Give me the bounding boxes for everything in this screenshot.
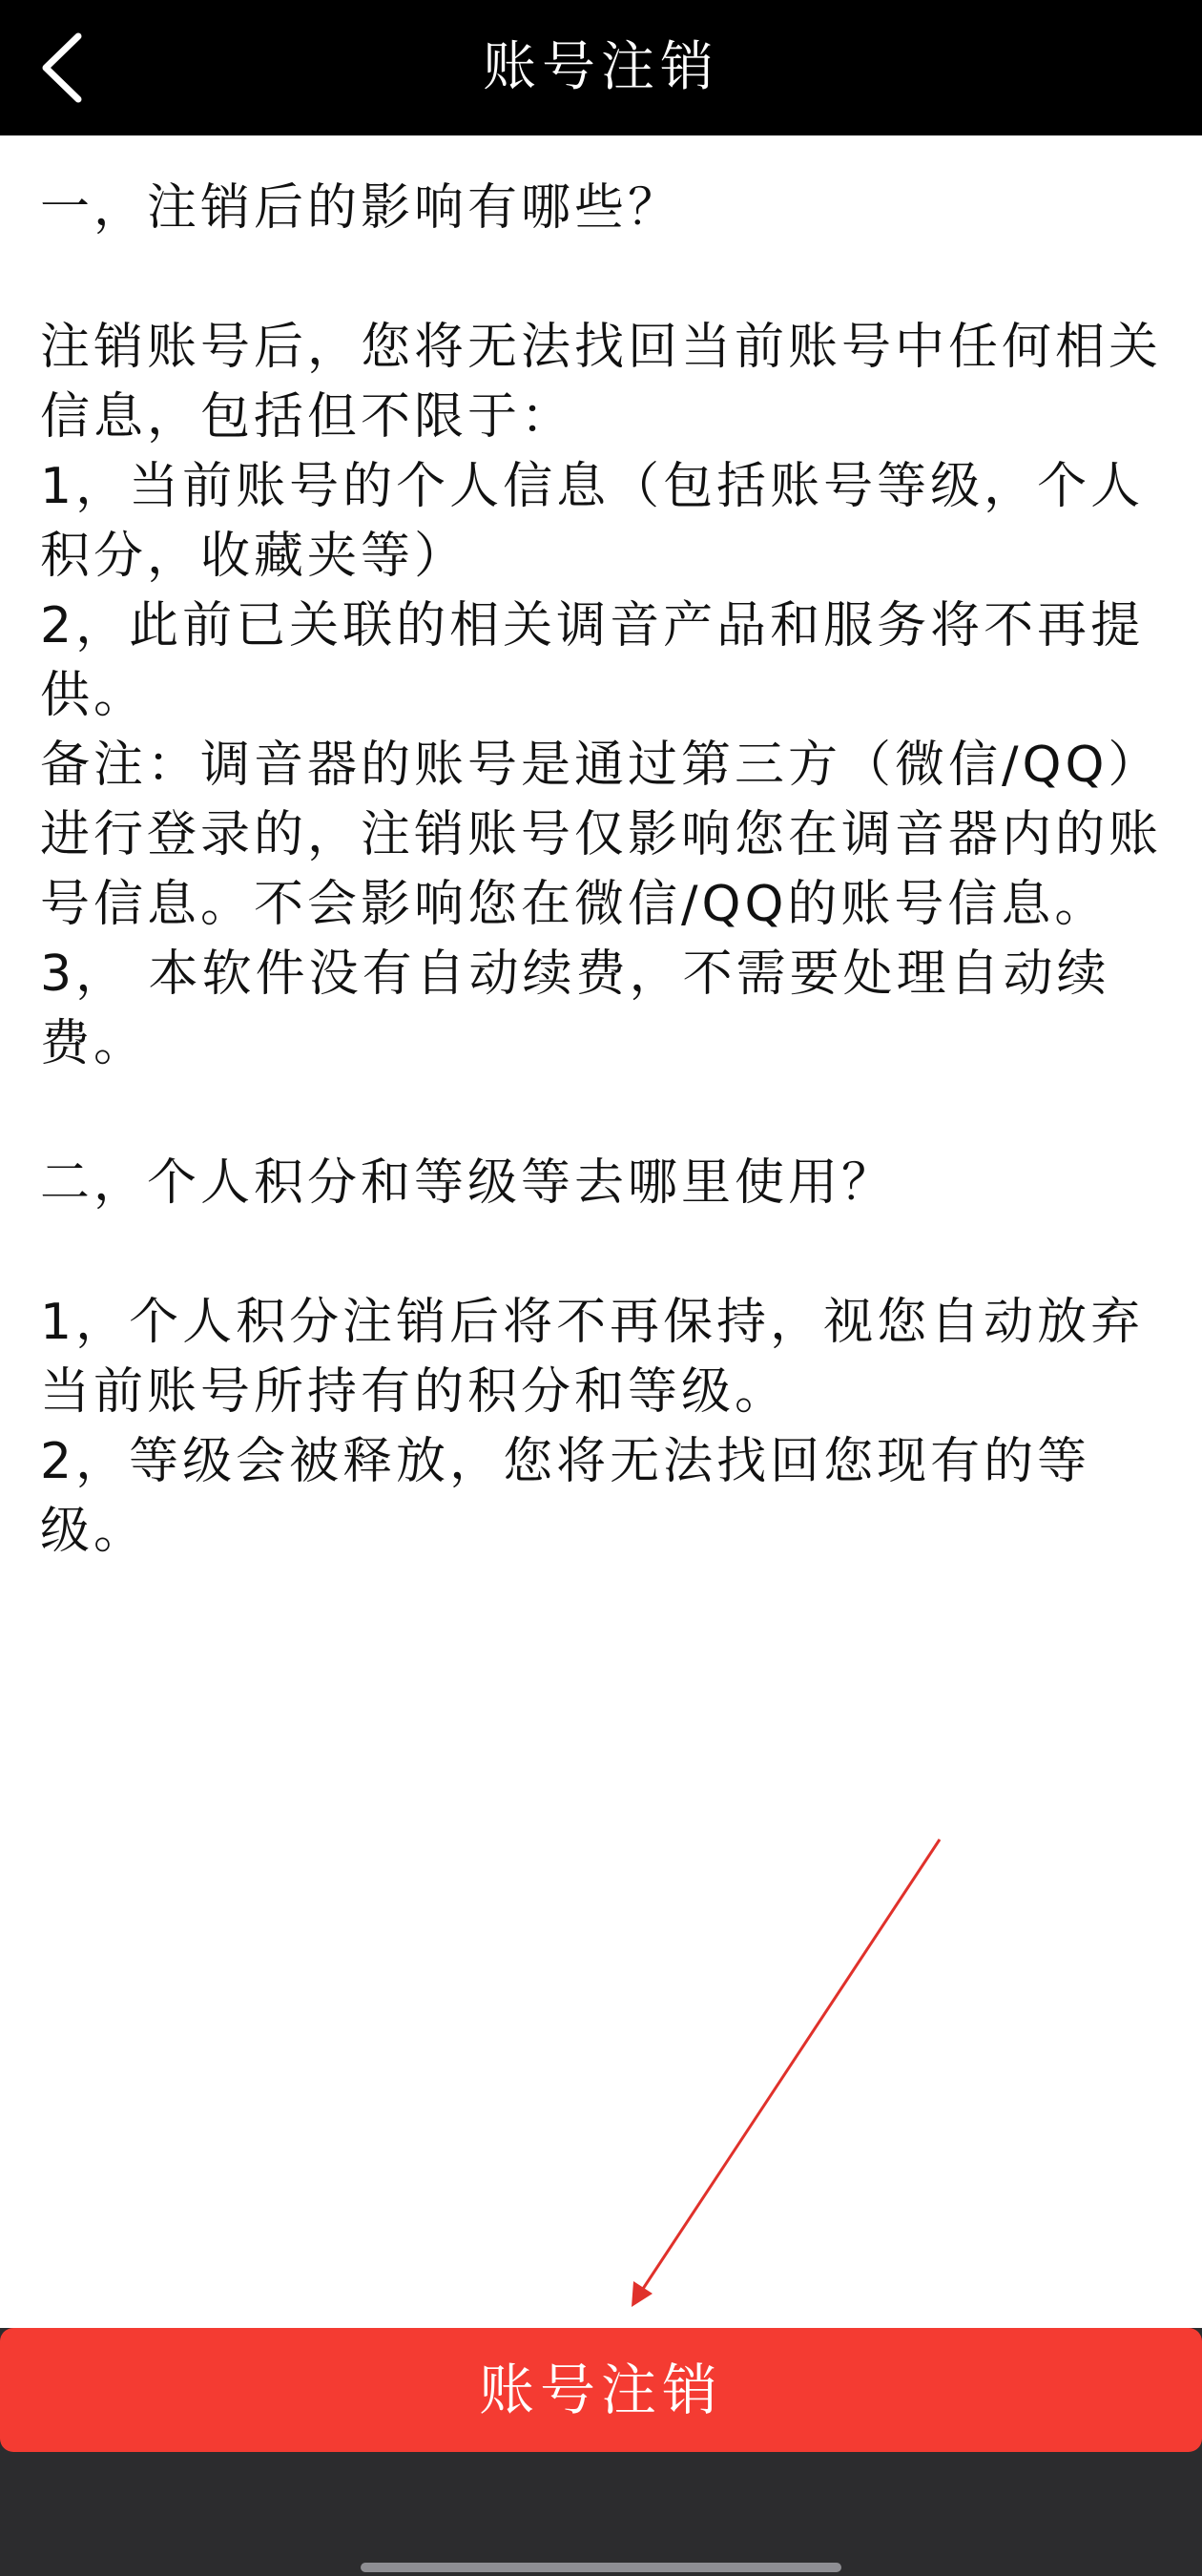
spacer bbox=[40, 1218, 1175, 1288]
section-1-heading: 一，注销后的影响有哪些？ bbox=[40, 179, 682, 237]
notice-intro: 注销账号后，您将无法找回当前账号中任何相关信息，包括但不限于： bbox=[40, 319, 1163, 446]
header-bar bbox=[0, 0, 1202, 135]
home-indicator[interactable] bbox=[361, 2563, 841, 2572]
spacer bbox=[40, 243, 1175, 313]
section-2-heading: 二，个人积分和等级等去哪里使用？ bbox=[40, 1154, 896, 1212]
content-area bbox=[0, 135, 1202, 2328]
cancel-account-button[interactable]: 账号注销 bbox=[0, 2328, 1202, 2452]
page-title: 账号注销 bbox=[483, 36, 719, 98]
notice-text bbox=[40, 174, 1175, 1567]
notice-item-1: 1，当前账号的个人信息（包括账号等级，个人积分，收藏夹等） bbox=[40, 458, 1145, 585]
chevron-left-icon bbox=[29, 27, 105, 109]
spacer bbox=[40, 1079, 1175, 1149]
notice-remark: 备注：调音器的账号是通过第三方（微信/QQ）进行登录的，注销账号仅影响您在调音器内的账号信息。不会影响您在微信/QQ的账号信息。 bbox=[40, 737, 1163, 933]
points-item-1: 1，个人积分注销后将不再保持，视您自动放弃当前账号所持有的积分和等级。 bbox=[40, 1294, 1145, 1421]
points-item-2: 2，等级会被释放，您将无法找回您现有的等级。 bbox=[40, 1433, 1091, 1560]
notice-item-3: 3， 本软件没有自动续费，不需要处理自动续费。 bbox=[40, 945, 1110, 1072]
notice-item-2: 2，此前已关联的相关调音产品和服务将不再提供。 bbox=[40, 597, 1145, 724]
back-button[interactable] bbox=[29, 27, 105, 109]
